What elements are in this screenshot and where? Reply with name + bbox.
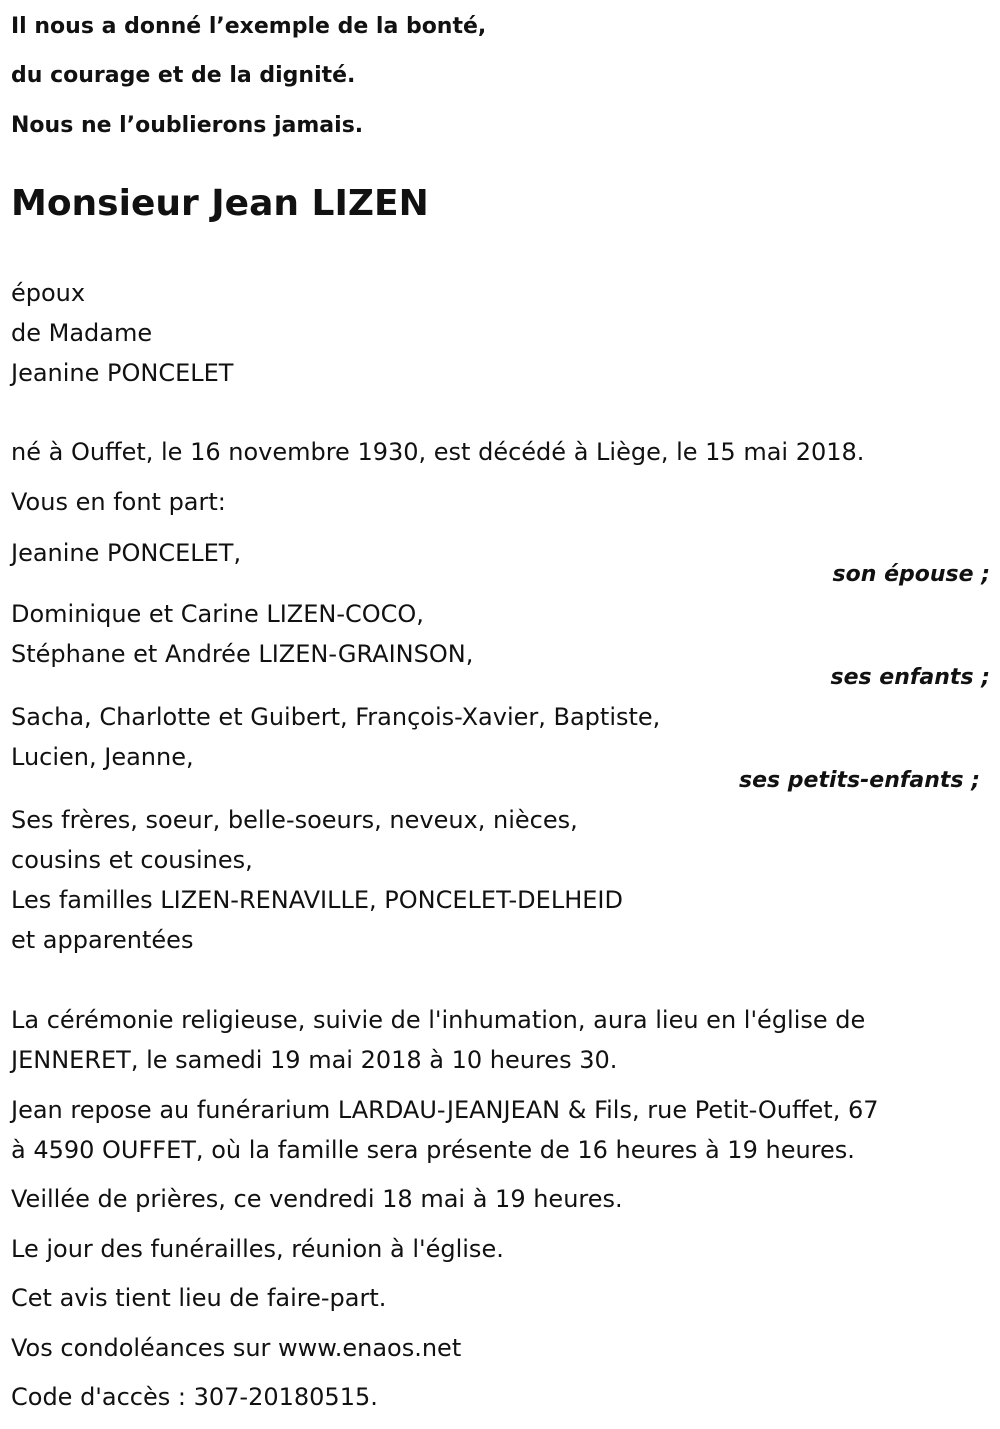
mourner-names: Jeanine PONCELET, bbox=[11, 539, 242, 567]
meeting-text: Le jour des funérailles, réunion à l'église. bbox=[11, 1235, 504, 1263]
mourner-group-children bbox=[11, 599, 473, 679]
access-code-text: Code d'accès : 307-20180515. bbox=[11, 1383, 378, 1411]
mourner-group-grandchildren bbox=[11, 702, 660, 782]
ceremony-line: JENNERET, le samedi 19 mai 2018 à 10 heures 30. bbox=[11, 1046, 618, 1074]
family-line: et apparentées bbox=[11, 926, 194, 954]
relation-label: ses petits-enfants ; bbox=[739, 768, 980, 793]
mourner-group-spouse bbox=[11, 538, 241, 578]
funerarium-block bbox=[11, 1095, 879, 1175]
family-line: Les familles LIZEN-RENAVILLE, PONCELET-DELHEID bbox=[11, 886, 623, 914]
epigraph-line-1: Il nous a donné l’exemple de la bonté, bbox=[11, 14, 487, 39]
relation-label: ses enfants ; bbox=[830, 665, 990, 690]
epigraph-line-2: du courage et de la dignité. bbox=[11, 63, 356, 88]
ceremony-line: La cérémonie religieuse, suivie de l'inhumation, aura lieu en l'église de bbox=[11, 1006, 866, 1034]
ceremony-block bbox=[11, 1005, 865, 1085]
mourner-names: Dominique et Carine LIZEN-COCO, bbox=[11, 600, 424, 628]
epigraph-line-3: Nous ne l’oublierons jamais. bbox=[11, 113, 364, 138]
family-line: cousins et cousines, bbox=[11, 846, 253, 874]
relation-label: son épouse ; bbox=[832, 562, 990, 587]
announce-intro: Vous en font part: bbox=[11, 488, 226, 516]
notice-text: Cet avis tient lieu de faire-part. bbox=[11, 1284, 387, 1312]
birth-death-text: né à Ouffet, le 16 novembre 1930, est décédé à Liège, le 15 mai 2018. bbox=[11, 438, 865, 466]
spouse-block bbox=[11, 278, 233, 398]
vigil-text: Veillée de prières, ce vendredi 18 mai à 19 heures. bbox=[11, 1185, 623, 1213]
spouse-line: époux bbox=[11, 279, 86, 307]
spouse-line: de Madame bbox=[11, 319, 153, 347]
mourner-names: Lucien, Jeanne, bbox=[11, 743, 194, 771]
mourner-names: Sacha, Charlotte et Guibert, François-Xavier, Baptiste, bbox=[11, 703, 661, 731]
funerarium-line: Jean repose au funérarium LARDAU-JEANJEAN & Fils, rue Petit-Ouffet, 67 bbox=[11, 1096, 879, 1124]
funerarium-line: à 4590 OUFFET, où la famille sera présente de 16 heures à 19 heures. bbox=[11, 1136, 855, 1164]
mourner-names: Stéphane et Andrée LIZEN-GRAINSON, bbox=[11, 640, 474, 668]
deceased-name: Monsieur Jean LIZEN bbox=[11, 183, 429, 224]
extended-family-block bbox=[11, 805, 623, 965]
spouse-line: Jeanine PONCELET bbox=[11, 359, 234, 387]
condolences-text: Vos condoléances sur www.enaos.net bbox=[11, 1334, 462, 1362]
family-line: Ses frères, soeur, belle-soeurs, neveux, nièces, bbox=[11, 806, 578, 834]
